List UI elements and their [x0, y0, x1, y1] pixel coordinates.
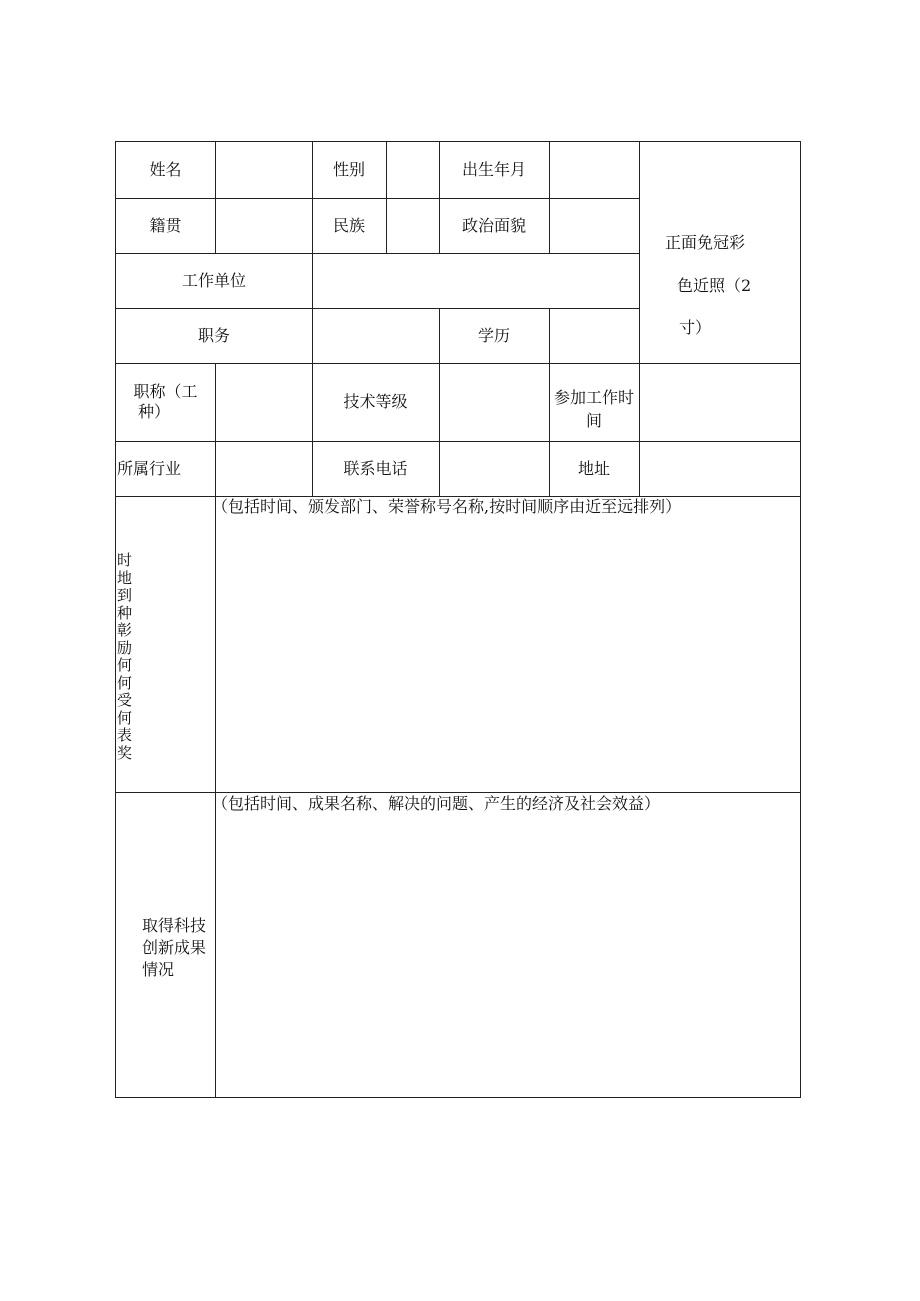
professional-title-label — [116, 363, 215, 441]
political-status-label: 政治面貌 — [461, 215, 526, 235]
achievements-label-cell — [116, 792, 215, 1098]
awards-label: 时地到种彰励何何受何表奖 — [117, 551, 133, 762]
origin-label: 籍贯 — [149, 215, 182, 235]
political-status-field[interactable] — [549, 198, 639, 253]
address-label: 地址 — [577, 458, 610, 478]
professional-title-line2: 种） — [138, 402, 171, 421]
ethnicity-field[interactable] — [386, 198, 439, 253]
achievements-field[interactable] — [215, 792, 801, 1098]
professional-title-line1: 职称（工 — [133, 382, 198, 401]
industry-label: 所属行业 — [117, 458, 182, 478]
awards-hint: （包括时间、颁发部门、荣誉称号名称,按时间顺序由近至远排列） — [212, 497, 682, 516]
education-label: 学历 — [477, 325, 510, 345]
ethnicity-label: 民族 — [332, 215, 365, 235]
work-start-line2: 间 — [585, 410, 602, 430]
achievements-label-line2: 创新成果 — [142, 938, 207, 957]
achievements-label-line3: 情况 — [142, 960, 175, 979]
name-field[interactable] — [215, 142, 312, 198]
address-field[interactable] — [639, 441, 801, 496]
technical-level-label: 技术等级 — [343, 392, 408, 411]
birth-date-label: 出生年月 — [461, 160, 526, 179]
phone-label: 联系电话 — [343, 458, 408, 478]
employer-field[interactable] — [312, 253, 639, 308]
photo-hint-line2: 色近照（2 — [677, 276, 752, 295]
employer-label: 工作单位 — [181, 270, 246, 290]
gender-label: 性别 — [332, 160, 365, 179]
origin-field[interactable] — [215, 198, 312, 253]
work-start-line1: 参加工作时 — [553, 387, 634, 407]
name-label: 姓名 — [149, 160, 182, 179]
position-label: 职务 — [197, 325, 230, 345]
gender-field[interactable] — [386, 142, 439, 198]
work-start-field[interactable] — [639, 363, 801, 441]
education-field[interactable] — [549, 308, 639, 363]
application-form-table — [115, 141, 801, 1098]
achievements-hint: （包括时间、成果名称、解决的问题、产生的经济及社会效益） — [212, 794, 661, 813]
technical-level-field[interactable] — [439, 363, 549, 441]
industry-field[interactable] — [215, 441, 312, 496]
photo-hint-line1: 正面免冠彩 — [665, 233, 746, 252]
awards-field[interactable] — [215, 496, 801, 792]
photo-placeholder[interactable] — [639, 142, 801, 363]
work-start-label — [549, 363, 639, 441]
position-field[interactable] — [312, 308, 439, 363]
achievements-label-line1: 取得科技 — [142, 916, 207, 935]
phone-field[interactable] — [439, 441, 549, 496]
professional-title-field[interactable] — [215, 363, 312, 441]
birth-date-field[interactable] — [549, 142, 639, 198]
photo-hint-line3: 寸） — [679, 318, 712, 337]
